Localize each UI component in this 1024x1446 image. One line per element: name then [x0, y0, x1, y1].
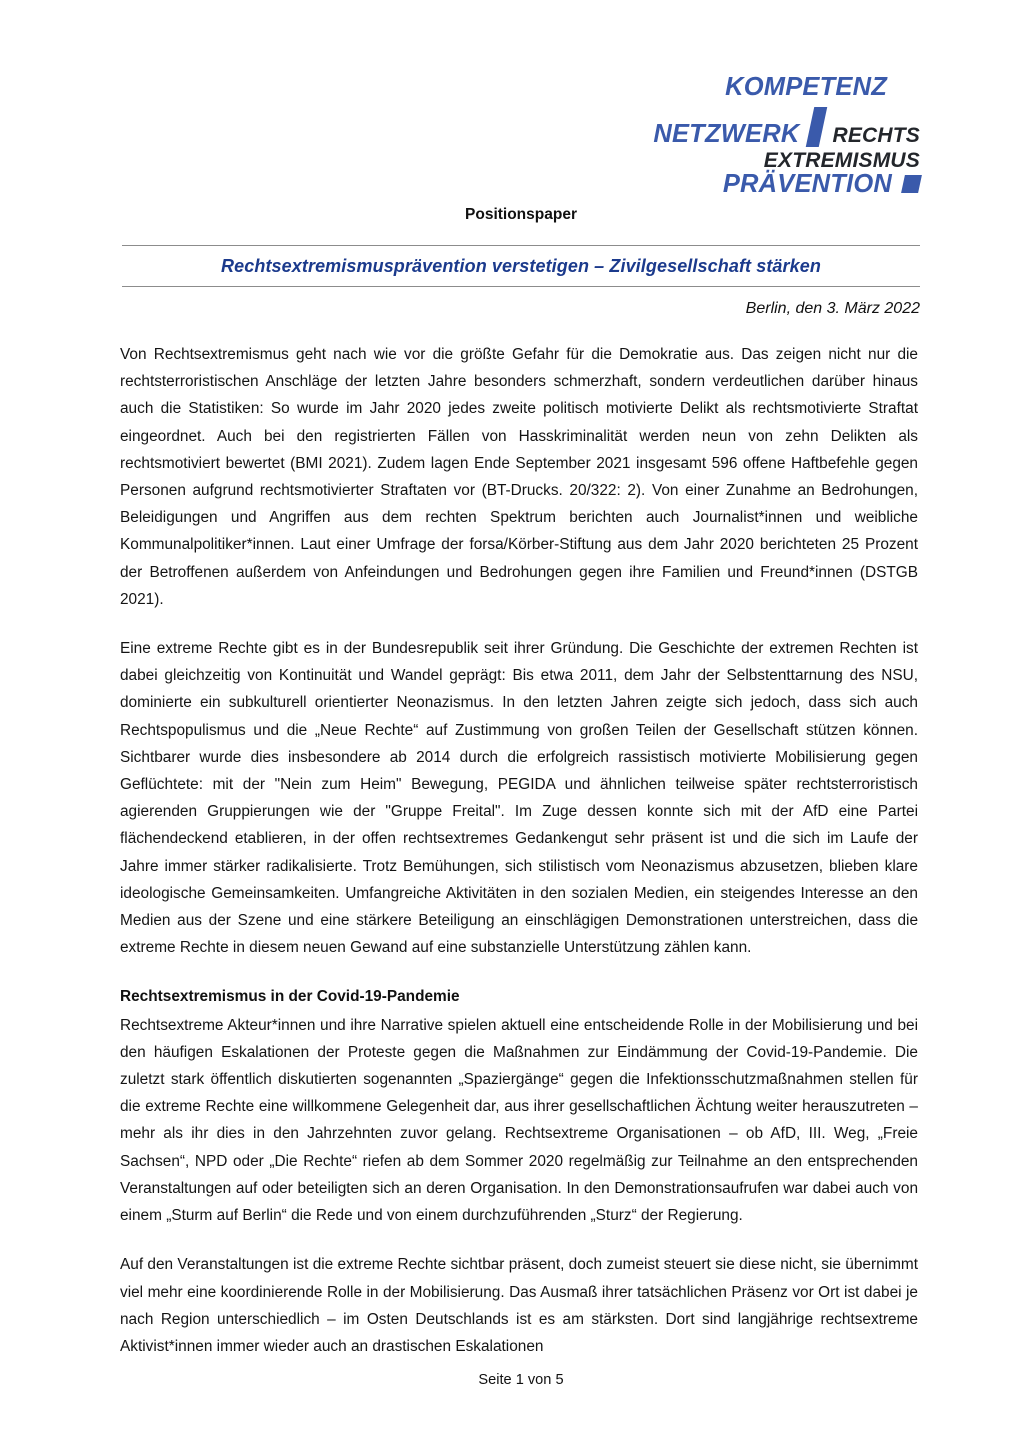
page-footer: Seite 1 von 5: [478, 1372, 564, 1388]
organization-logo: [620, 74, 920, 197]
logo-text-praevention: PRÄVENTION: [722, 170, 892, 199]
logo-square-icon: [901, 175, 922, 193]
page-title: Rechtsextremismusprävention verstetigen – Zivilgesellschaft stärken: [221, 256, 821, 276]
paragraph-3: Rechtsextreme Akteur*innen und ihre Narrative spielen aktuell eine entscheidende Rolle in der Mobilisierung und bei den häufigen Eskalationen der Proteste gegen die Maßnahmen zur Eindämmung der Covid-19-Pandemie. Die zuletzt stark öffentlich diskutierten sogenannten „Spaziergänge“ gegen die Infektionsschutzmaßnahmen stellen für die extreme Rechte eine willkommene Gelegenheit dar, aus ihrer gesellschaftlichen Ächtung weiter herauszutreten – mehr als ihr dies in den Jahrzehnten zuvor gelang. Rechtsextreme Organisationen – ob AfD, III. Weg, „Freie Sachsen“, NPD oder „Die Rechte“ riefen ab dem Sommer 2020 regelmäßig zur Teilnahme an den entsprechenden Veranstaltungen auf oder beteiligten sich an deren Organisation. In den Demonstrationsaufrufen war dabei auch von einem „Sturm auf Berlin“ die Rede und von einem durchzuführenden „Sturz“ der Regierung.: [120, 1016, 918, 1225]
logo-line-kompetenz: [620, 74, 920, 100]
logo-bar-icon: [806, 107, 828, 147]
dateline: Berlin, den 3. März 2022: [745, 300, 920, 317]
paragraph-1: Von Rechtsextremismus geht nach wie vor die größte Gefahr für die Demokratie aus. Das zeigen nicht nur die rechtsterroristischen Anschläge der letzten Jahre besonders schmerzhaft, sondern verdeutlichen darüber hinaus auch die Statistiken: So wurde im Jahr 2020 jedes zweite politisch motivierte Delikt als rechtsmotivierte Straftat eingeordnet. Auch bei den registrierten Fällen von Hasskriminalität werden neun von zehn Delikten als rechtsmotiviert bewertet (BMI 2021). Zudem lagen Ende September 2021 insgesamt 596 offene Haftbefehle gegen Personen aufgrund rechtsmotivierter Straftaten vor (BT-Drucks. 20/322: 2). Von einer Zunahme an Bedrohungen, Beleidigungen und Angriffen aus dem rechten Spektrum berichten auch Journalist*innen und weibliche Kommunalpolitiker*innen. Laut einer Umfrage der forsa/Körber-Stiftung aus dem Jahr 2020 berichteten 25 Prozent der Betroffenen außerdem von Anfeindungen und Bedrohungen gegen ihre Familien und Freund*innen (DSTGB 2021).: [120, 346, 918, 608]
section-heading-covid: Rechtsextremismus in der Covid-19-Pandemie: [120, 988, 460, 1006]
title-rule-bottom: [122, 286, 920, 287]
logo-text-extremismus: EXTREMISMUS: [763, 149, 920, 172]
document-kind-label: Positionspaper: [465, 206, 577, 223]
body-content: [120, 341, 918, 1360]
paragraph-2: Eine extreme Rechte gibt es in der Bundesrepublik seit ihrer Gründung. Die Geschichte der extremen Rechten ist dabei gleichzeitig von Kontinuität und Wandel geprägt: Bis etwa 2011, dem Jahr der Selbstenttarnung des NSU, dominierte ein subkulturell orientierter Neonazismus. In den letzten Jahren zeigte sich jedoch, dass sich auch Rechtspopulismus und die „Neue Rechte“ auf Zustimmung von großen Teilen der Gesellschaft stützen können. Sichtbarer wurde dies insbesondere ab 2014 durch die erfolgreich rassistisch motivierte Mobilisierung gegen Geflüchtete: mit der "Nein zum Heim" Bewegung, PEGIDA und ähnlichen teilweise später rechtsterroristisch agierenden Gruppierungen wie der "Gruppe Freital". Im Zuge dessen konnte sich mit der AfD eine Partei flächendeckend etablieren, in der offen rechtsextremes Gedankengut sehr präsent ist und die sich im Laufe der Jahre immer stärker radikalisierte. Trotz Bemühungen, sich stilistisch vom Neonazismus abzusetzen, blieben klare ideologische Gemeinsamkeiten. Umfangreiche Aktivitäten in den sozialen Medien, ein steigendes Interesse an den Medien aus der Szene und eine stärkere Beteiligung an einschlägigen Demonstrationen unterstreichen, dass die extreme Rechte in diesem neuen Gewand auf eine substanzielle Unterstützung zählen kann.: [120, 640, 918, 957]
logo-line-praevention: [620, 171, 920, 197]
title-block: [122, 245, 920, 287]
logo-line-netzwerk-rechts: [620, 102, 920, 147]
logo-text-kompetenz: KOMPETENZ: [725, 73, 887, 101]
logo-text-netzwerk: NETZWERK: [653, 120, 800, 148]
logo-line-extremismus: [620, 150, 920, 171]
logo-text-rechts: RECHTS: [832, 124, 920, 147]
paragraph-4: Auf den Veranstaltungen ist die extreme Rechte sichtbar präsent, doch zumeist steuert sie diese nicht, sie übernimmt viel mehr eine koordinierende Rolle in der Mobilisierung. Das Ausmaß ihrer tatsächlichen Präsenz vor Ort ist dabei je nach Region unterschiedlich – im Osten Deutschlands ist es am stärksten. Dort sind langjährige rechtsextreme Aktivist*innen immer wieder auch an drastischen Eskalationen: [120, 1256, 918, 1355]
